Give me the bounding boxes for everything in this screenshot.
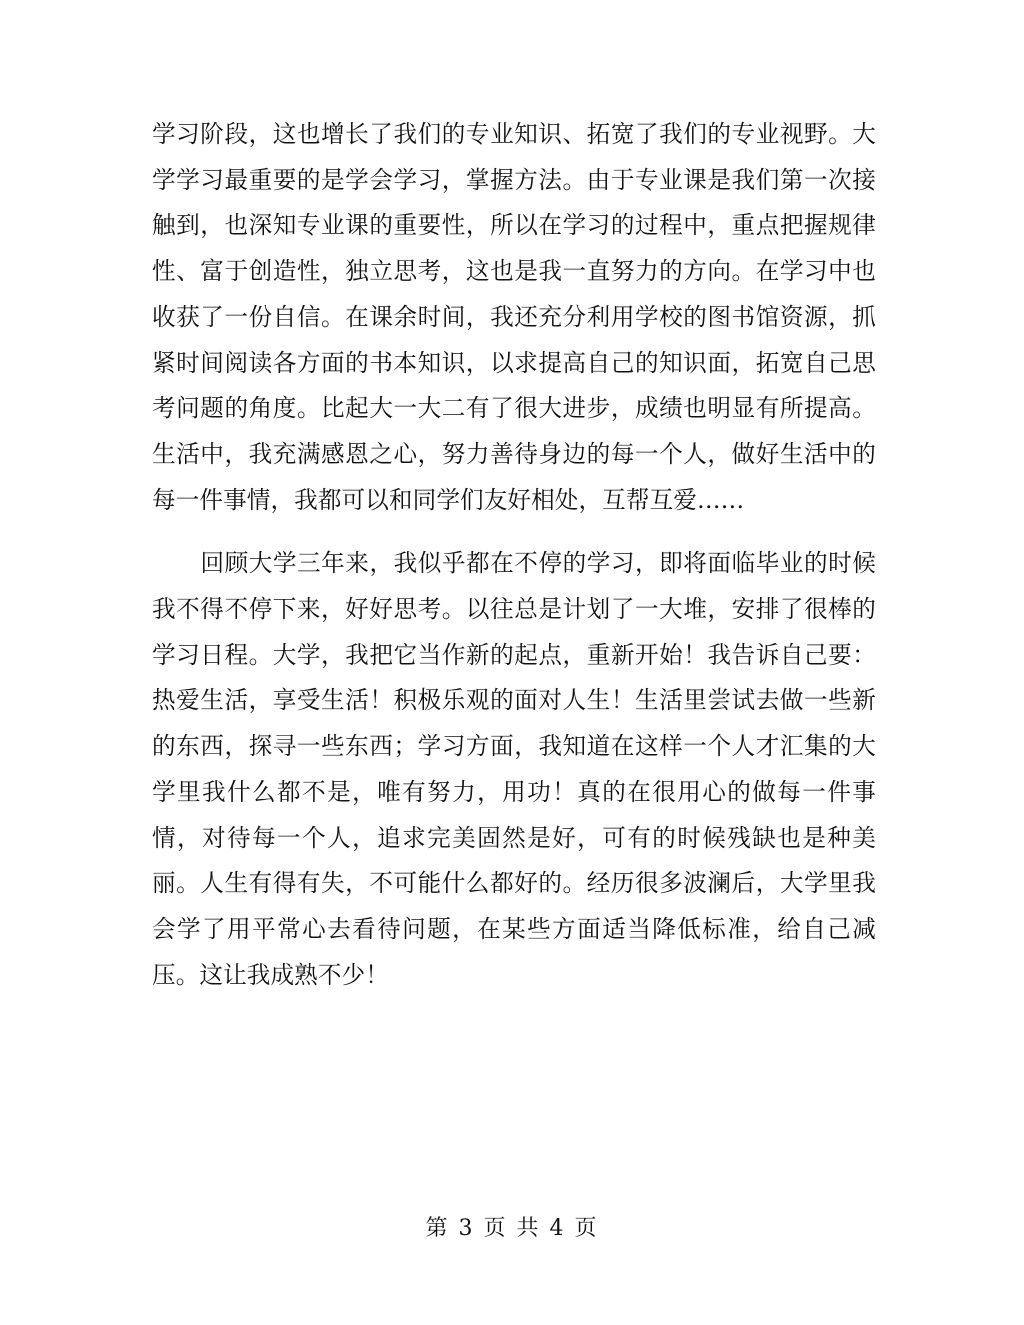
- current-page-number: 3: [458, 1216, 475, 1241]
- paragraph-1-text: 学习阶段，这也增长了我们的专业知识、拓宽了我们的专业视野。大学学习最重要的是学会学习，掌握方法。由于专业课是我们第一次接触到，也深知专业课的重要性，所以在学习的过程中，重点把握规律性、富于创造性，独立思考，这也是我一直努力的方向。在学习中也收获了一份自信。在课余时间，我还充分利用学校的图书馆资源，抓紧时间阅读各方面的书本知识，以求提高自己的知识面，拓宽自己思考问题的角度。比起大一大二有了很大进步，成绩也明显有所提高。生活中，我充满感恩之心，努力善待身边的每一个人，做好生活中的每一件事情，我都可以和同学们友好相处，互帮互爱……: [152, 120, 876, 514]
- page-footer: [0, 1212, 1024, 1246]
- total-page-count: 4: [549, 1216, 566, 1241]
- footer-suffix: 页: [574, 1216, 599, 1241]
- paragraph-2-text: 回顾大学三年来，我似乎都在不停的学习，即将面临毕业的时候我不得不停下来，好好思考。以往总是计划了一大堆，安排了很棒的学习日程。大学，我把它当作新的起点，重新开始！我告诉自己要：热爱生活，享受生活！积极乐观的面对人生！生活里尝试去做一些新的东西，探寻一些东西；学习方面，我知道在这样一个人才汇集的大学里我什么都不是，唯有努力，用功！真的在很用心的做每一件事情，对待每一个人，追求完美固然是好，可有的时候残缺也是种美丽。人生有得有失，不可能什么都好的。经历很多波澜后，大学里我会学了用平常心去看待问题，在某些方面适当降低标准，给自己减压。这让我成熟不少！: [152, 549, 876, 989]
- paragraph-1: [152, 112, 876, 523]
- footer-prefix: 第: [425, 1216, 450, 1241]
- footer-middle: 页 共: [483, 1216, 541, 1241]
- paragraph-2: [152, 541, 876, 998]
- document-body: [152, 112, 876, 998]
